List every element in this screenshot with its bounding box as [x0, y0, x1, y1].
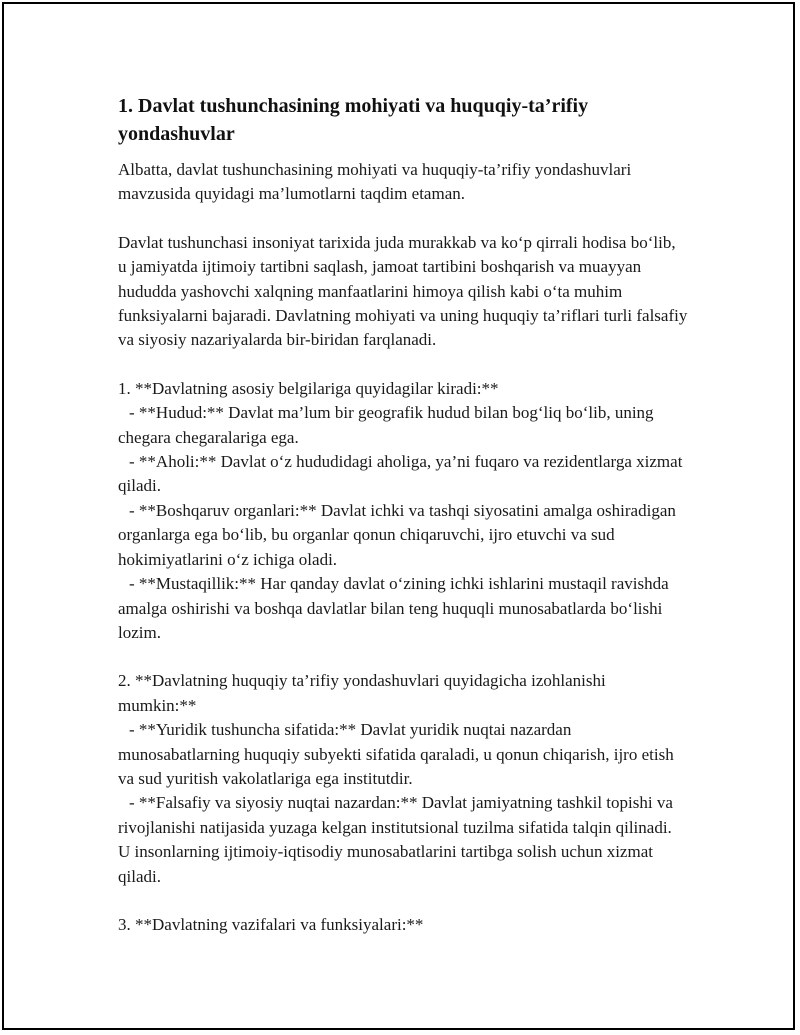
section-2: [118, 669, 688, 889]
list-item: - **Boshqaruv organlari:** Davlat ichki va tashqi siyosatini amalga oshiradigan organlarga ega bo‘lib, bu organlar qonun chiqaruvchi, ijro etuvchi va sud hokimiyatlarini o‘z ichiga oladi.: [118, 500, 676, 569]
section-2-heading: 2. **Davlatning huquqiy ta’rifiy yondashuvlari quyidagicha izohlanishi mumkin:**: [118, 671, 606, 715]
document-body: [118, 92, 688, 937]
list-item: - **Yuridik tushuncha sifatida:** Davlat yuridik nuqtai nazardan munosabatlarning huquqiy subyekti sifatida qaraladi, u qonun chiqarish, ijro etish va sud yuritish vakolatlariga ega institutdir.: [118, 720, 674, 788]
list-item: - **Hudud:** Davlat ma’lum bir geografik hudud bilan bog‘liq bo‘lib, uning chegara chegaralariga ega.: [118, 403, 654, 447]
section-1-heading: 1. **Davlatning asosiy belgilariga quyidagilar kiradi:**: [118, 378, 499, 398]
section-3: [118, 913, 688, 937]
section-3-heading: 3. **Davlatning vazifalari va funksiyalari:**: [118, 914, 424, 934]
body-paragraph: Davlat tushunchasi insoniyat tarixida juda murakkab va ko‘p qirrali hodisa bo‘lib, u jamiyatda ijtimoiy tartibni saqlash, jamoat tartibini boshqarish va muayyan hududda yashovchi xalqning manfaatlarini himoya qilish kabi o‘ta muhim funksiyalarni bajaradi. Davlatning mohiyati va uning huquqiy ta’riflari turli falsafiy va siyosiy nazariyalarda bir-biridan farqlanadi.: [118, 232, 688, 350]
list-item: - **Mustaqillik:** Har qanday davlat o‘zining ichki ishlarini mustaqil ravishda amalga oshirishi va boshqa davlatlar bilan teng huquqli munosabatlarda bo‘lishi lozim.: [118, 574, 669, 642]
document-title: 1. Davlat tushunchasining mohiyati va huquqiy-ta’rifiy yondashuvlar: [118, 95, 589, 145]
list-item: - **Falsafiy va siyosiy nuqtai nazardan:** Davlat jamiyatning tashkil topishi va rivojlanishi natijasida yuzaga kelgan institutsional tuzilma sifatida talqin qilinadi. U insonlarning ijtimoiy-iqtisodiy munosabatlarini tartibga solish uchun xizmat qiladi.: [118, 793, 673, 886]
section-1: [118, 377, 688, 645]
list-item: - **Aholi:** Davlat o‘z hududidagi aholiga, ya’ni fuqaro va rezidentlarga xizmat qiladi.: [118, 452, 683, 496]
intro-paragraph: Albatta, davlat tushunchasining mohiyati va huquqiy-ta’rifiy yondashuvlari mavzusida quyidagi ma’lumotlarni taqdim etaman.: [118, 160, 632, 204]
